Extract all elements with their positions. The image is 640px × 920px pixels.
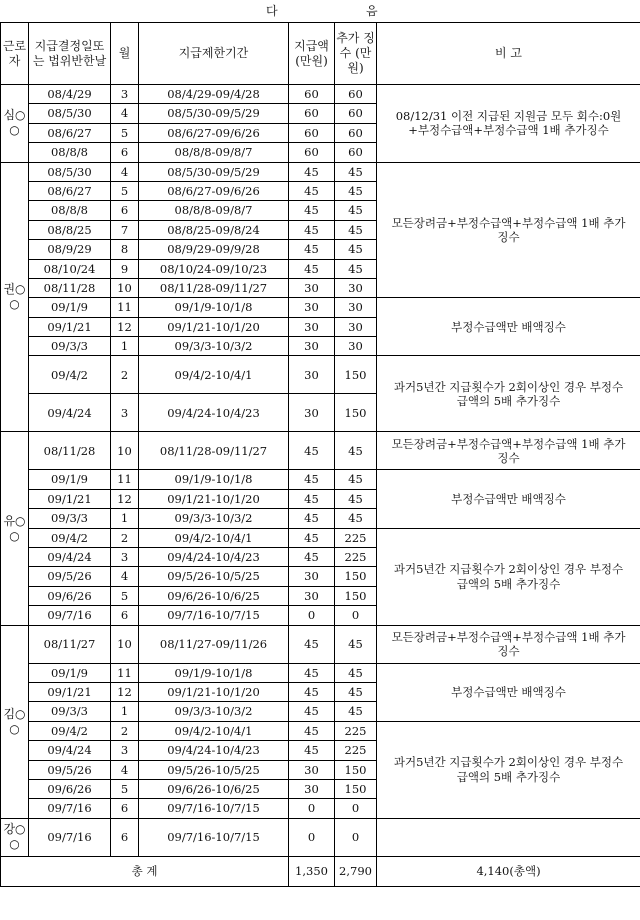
extra-cell: 45 <box>335 470 377 489</box>
extra-cell: 45 <box>335 181 377 200</box>
heading-left: 다 <box>266 4 278 18</box>
header-paid: 지급액 (만원) <box>289 23 335 85</box>
period-cell: 09/5/26-10/5/25 <box>139 760 289 779</box>
extra-cell: 150 <box>335 779 377 798</box>
month-cell: 3 <box>111 548 139 567</box>
month-cell: 5 <box>111 181 139 200</box>
total-label: 총 계 <box>1 856 289 886</box>
date-cell: 09/1/9 <box>29 663 111 682</box>
period-cell: 09/7/16-10/7/15 <box>139 799 289 818</box>
period-cell: 08/8/8-09/8/7 <box>139 201 289 220</box>
extra-cell: 60 <box>335 143 377 162</box>
header-extra: 추가 징수 (만원) <box>335 23 377 85</box>
period-cell: 09/3/3-10/3/2 <box>139 702 289 721</box>
month-cell: 6 <box>111 143 139 162</box>
date-cell: 08/8/25 <box>29 220 111 239</box>
month-cell: 2 <box>111 528 139 547</box>
table-row <box>1 528 640 547</box>
paid-cell: 45 <box>289 240 335 259</box>
extra-cell: 45 <box>335 625 377 663</box>
month-cell: 1 <box>111 337 139 356</box>
date-cell: 09/4/2 <box>29 721 111 740</box>
month-cell: 6 <box>111 606 139 625</box>
extra-cell: 225 <box>335 721 377 740</box>
paid-cell: 0 <box>289 818 335 856</box>
extra-cell: 150 <box>335 356 377 394</box>
extra-cell: 45 <box>335 220 377 239</box>
extra-cell: 150 <box>335 394 377 432</box>
period-cell: 09/7/16-10/7/15 <box>139 818 289 856</box>
remark-cell: 모든장려금+부정수급액+부정수급액 1배 추가징수 <box>377 162 640 298</box>
date-cell: 09/4/24 <box>29 394 111 432</box>
period-cell: 09/1/21-10/1/20 <box>139 682 289 701</box>
table-row <box>1 625 640 663</box>
date-cell: 08/11/27 <box>29 625 111 663</box>
paid-cell: 30 <box>289 337 335 356</box>
remark-cell: 과거5년간 지급횟수가 2회이상인 경우 부정수급액의 5배 추가징수 <box>377 721 640 818</box>
month-cell: 8 <box>111 240 139 259</box>
month-cell: 11 <box>111 470 139 489</box>
table-row <box>1 818 640 856</box>
period-cell: 09/4/24-10/4/23 <box>139 548 289 567</box>
extra-cell: 45 <box>335 489 377 508</box>
header-worker: 근로자 <box>1 23 29 85</box>
month-cell: 2 <box>111 356 139 394</box>
period-cell: 09/4/2-10/4/1 <box>139 721 289 740</box>
paid-cell: 45 <box>289 682 335 701</box>
extra-cell: 45 <box>335 201 377 220</box>
remark-cell: 과거5년간 지급횟수가 2회이상인 경우 부정수급액의 5배 추가징수 <box>377 356 640 432</box>
extra-cell: 60 <box>335 123 377 142</box>
date-cell: 09/4/2 <box>29 528 111 547</box>
period-cell: 09/6/26-10/6/25 <box>139 779 289 798</box>
extra-cell: 225 <box>335 528 377 547</box>
paid-cell: 30 <box>289 779 335 798</box>
paid-cell: 45 <box>289 181 335 200</box>
paid-cell: 45 <box>289 509 335 528</box>
remark-cell: 부정수급액만 배액징수 <box>377 470 640 528</box>
month-cell: 12 <box>111 317 139 336</box>
paid-cell: 45 <box>289 741 335 760</box>
date-cell: 09/3/3 <box>29 702 111 721</box>
remark-cell: 모든장려금+부정수급액+부정수급액 1배 추가징수 <box>377 432 640 470</box>
worker-name: 김○○ <box>1 625 29 818</box>
date-cell: 09/1/21 <box>29 682 111 701</box>
table-body <box>1 85 640 857</box>
remark-cell: 부정수급액만 배액징수 <box>377 663 640 721</box>
date-cell: 09/5/26 <box>29 567 111 586</box>
paid-cell: 60 <box>289 85 335 104</box>
date-cell: 09/5/26 <box>29 760 111 779</box>
paid-cell: 45 <box>289 162 335 181</box>
date-cell: 08/9/29 <box>29 240 111 259</box>
date-cell: 08/11/28 <box>29 432 111 470</box>
paid-cell: 45 <box>289 528 335 547</box>
paid-cell: 30 <box>289 356 335 394</box>
remark-cell: 08/12/31 이전 지급된 지원금 모두 회수:0원+부정수급액+부정수급액 1배 추가징수 <box>377 85 640 163</box>
period-cell: 09/6/26-10/6/25 <box>139 586 289 605</box>
date-cell: 09/1/9 <box>29 298 111 317</box>
period-cell: 09/1/9-10/1/8 <box>139 663 289 682</box>
paid-cell: 30 <box>289 298 335 317</box>
extra-cell: 45 <box>335 682 377 701</box>
period-cell: 09/1/9-10/1/8 <box>139 470 289 489</box>
paid-cell: 30 <box>289 278 335 297</box>
extra-cell: 45 <box>335 259 377 278</box>
month-cell: 6 <box>111 201 139 220</box>
paid-cell: 30 <box>289 586 335 605</box>
total-extra: 2,790 <box>335 856 377 886</box>
period-cell: 08/6/27-09/6/26 <box>139 181 289 200</box>
month-cell: 12 <box>111 489 139 508</box>
paid-cell: 45 <box>289 548 335 567</box>
paid-cell: 30 <box>289 760 335 779</box>
header-month: 월 <box>111 23 139 85</box>
paid-cell: 45 <box>289 220 335 239</box>
month-cell: 3 <box>111 394 139 432</box>
table-row <box>1 85 640 104</box>
date-cell: 08/10/24 <box>29 259 111 278</box>
remark-cell: 모든장려금+부정수급액+부정수급액 1배 추가징수 <box>377 625 640 663</box>
paid-cell: 45 <box>289 663 335 682</box>
paid-cell: 45 <box>289 259 335 278</box>
extra-cell: 45 <box>335 432 377 470</box>
month-cell: 9 <box>111 259 139 278</box>
month-cell: 4 <box>111 567 139 586</box>
header-remarks: 비 고 <box>377 23 640 85</box>
table-row <box>1 356 640 394</box>
date-cell: 08/4/29 <box>29 85 111 104</box>
remark-cell: 부정수급액만 배액징수 <box>377 298 640 356</box>
date-cell: 08/8/8 <box>29 201 111 220</box>
total-row <box>1 856 640 886</box>
date-cell: 09/3/3 <box>29 509 111 528</box>
paid-cell: 60 <box>289 143 335 162</box>
extra-cell: 30 <box>335 337 377 356</box>
paid-cell: 45 <box>289 702 335 721</box>
paid-cell: 45 <box>289 721 335 740</box>
extra-cell: 0 <box>335 818 377 856</box>
month-cell: 12 <box>111 682 139 701</box>
month-cell: 6 <box>111 799 139 818</box>
heading-right: 음 <box>366 4 378 18</box>
header-period: 지급제한기간 <box>139 23 289 85</box>
period-cell: 08/10/24-09/10/23 <box>139 259 289 278</box>
month-cell: 5 <box>111 586 139 605</box>
header-row <box>1 23 640 85</box>
table-row <box>1 162 640 181</box>
extra-cell: 225 <box>335 548 377 567</box>
month-cell: 1 <box>111 702 139 721</box>
extra-cell: 150 <box>335 567 377 586</box>
table-row <box>1 432 640 470</box>
table-row <box>1 298 640 317</box>
period-cell: 08/5/30-09/5/29 <box>139 104 289 123</box>
period-cell: 08/5/30-09/5/29 <box>139 162 289 181</box>
date-cell: 09/4/2 <box>29 356 111 394</box>
date-cell: 09/1/21 <box>29 317 111 336</box>
month-cell: 10 <box>111 278 139 297</box>
period-cell: 09/7/16-10/7/15 <box>139 606 289 625</box>
date-cell: 09/1/9 <box>29 470 111 489</box>
period-cell: 09/1/9-10/1/8 <box>139 298 289 317</box>
paid-cell: 30 <box>289 317 335 336</box>
date-cell: 08/6/27 <box>29 181 111 200</box>
date-cell: 09/7/16 <box>29 606 111 625</box>
extra-cell: 45 <box>335 509 377 528</box>
extra-cell: 45 <box>335 663 377 682</box>
paid-cell: 45 <box>289 489 335 508</box>
period-cell: 08/11/27-09/11/26 <box>139 625 289 663</box>
paid-cell: 45 <box>289 625 335 663</box>
extra-cell: 45 <box>335 702 377 721</box>
date-cell: 09/7/16 <box>29 818 111 856</box>
date-cell: 08/5/30 <box>29 162 111 181</box>
period-cell: 09/4/2-10/4/1 <box>139 356 289 394</box>
month-cell: 2 <box>111 721 139 740</box>
header-date: 지급결정일또는 법위반한날 <box>29 23 111 85</box>
month-cell: 6 <box>111 818 139 856</box>
date-cell: 09/3/3 <box>29 337 111 356</box>
month-cell: 3 <box>111 85 139 104</box>
worker-name: 심○○ <box>1 85 29 163</box>
paid-cell: 30 <box>289 567 335 586</box>
period-cell: 08/11/28-09/11/27 <box>139 432 289 470</box>
month-cell: 4 <box>111 760 139 779</box>
period-cell: 08/9/29-09/9/28 <box>139 240 289 259</box>
month-cell: 4 <box>111 104 139 123</box>
period-cell: 09/5/26-10/5/25 <box>139 567 289 586</box>
extra-cell: 30 <box>335 298 377 317</box>
worker-name: 권○○ <box>1 162 29 432</box>
date-cell: 08/8/8 <box>29 143 111 162</box>
extra-cell: 225 <box>335 741 377 760</box>
paid-cell: 45 <box>289 201 335 220</box>
month-cell: 3 <box>111 741 139 760</box>
date-cell: 09/4/24 <box>29 548 111 567</box>
extra-cell: 45 <box>335 240 377 259</box>
extra-cell: 60 <box>335 104 377 123</box>
worker-name: 유○○ <box>1 432 29 625</box>
extra-cell: 150 <box>335 760 377 779</box>
extra-cell: 0 <box>335 799 377 818</box>
remark-cell: 과거5년간 지급횟수가 2회이상인 경우 부정수급액의 5배 추가징수 <box>377 528 640 625</box>
period-cell: 08/4/29-09/4/28 <box>139 85 289 104</box>
period-cell: 09/1/21-10/1/20 <box>139 489 289 508</box>
date-cell: 09/7/16 <box>29 799 111 818</box>
period-cell: 08/11/28-09/11/27 <box>139 278 289 297</box>
extra-cell: 150 <box>335 586 377 605</box>
paid-cell: 30 <box>289 394 335 432</box>
period-cell: 08/8/25-09/8/24 <box>139 220 289 239</box>
month-cell: 5 <box>111 779 139 798</box>
total-remarks: 4,140(총액) <box>377 856 640 886</box>
extra-cell: 60 <box>335 85 377 104</box>
date-cell: 09/1/21 <box>29 489 111 508</box>
month-cell: 10 <box>111 625 139 663</box>
extra-cell: 0 <box>335 606 377 625</box>
period-cell: 09/4/2-10/4/1 <box>139 528 289 547</box>
period-cell: 09/1/21-10/1/20 <box>139 317 289 336</box>
date-cell: 08/11/28 <box>29 278 111 297</box>
period-cell: 09/4/24-10/4/23 <box>139 394 289 432</box>
total-paid: 1,350 <box>289 856 335 886</box>
paid-cell: 45 <box>289 432 335 470</box>
recovery-table <box>0 22 640 887</box>
date-cell: 08/6/27 <box>29 123 111 142</box>
month-cell: 4 <box>111 162 139 181</box>
worker-name: 강○○ <box>1 818 29 856</box>
paid-cell: 60 <box>289 104 335 123</box>
month-cell: 10 <box>111 432 139 470</box>
paid-cell: 60 <box>289 123 335 142</box>
paid-cell: 0 <box>289 606 335 625</box>
remark-cell <box>377 818 640 856</box>
period-cell: 08/6/27-09/6/26 <box>139 123 289 142</box>
period-cell: 08/8/8-09/8/7 <box>139 143 289 162</box>
extra-cell: 45 <box>335 162 377 181</box>
month-cell: 11 <box>111 298 139 317</box>
heading <box>0 0 640 22</box>
paid-cell: 0 <box>289 799 335 818</box>
table-row <box>1 663 640 682</box>
month-cell: 1 <box>111 509 139 528</box>
date-cell: 09/6/26 <box>29 779 111 798</box>
period-cell: 09/3/3-10/3/2 <box>139 337 289 356</box>
month-cell: 5 <box>111 123 139 142</box>
paid-cell: 45 <box>289 470 335 489</box>
month-cell: 7 <box>111 220 139 239</box>
date-cell: 09/4/24 <box>29 741 111 760</box>
month-cell: 11 <box>111 663 139 682</box>
table-row <box>1 470 640 489</box>
extra-cell: 30 <box>335 317 377 336</box>
table-row <box>1 721 640 740</box>
extra-cell: 30 <box>335 278 377 297</box>
period-cell: 09/4/24-10/4/23 <box>139 741 289 760</box>
period-cell: 09/3/3-10/3/2 <box>139 509 289 528</box>
date-cell: 09/6/26 <box>29 586 111 605</box>
date-cell: 08/5/30 <box>29 104 111 123</box>
